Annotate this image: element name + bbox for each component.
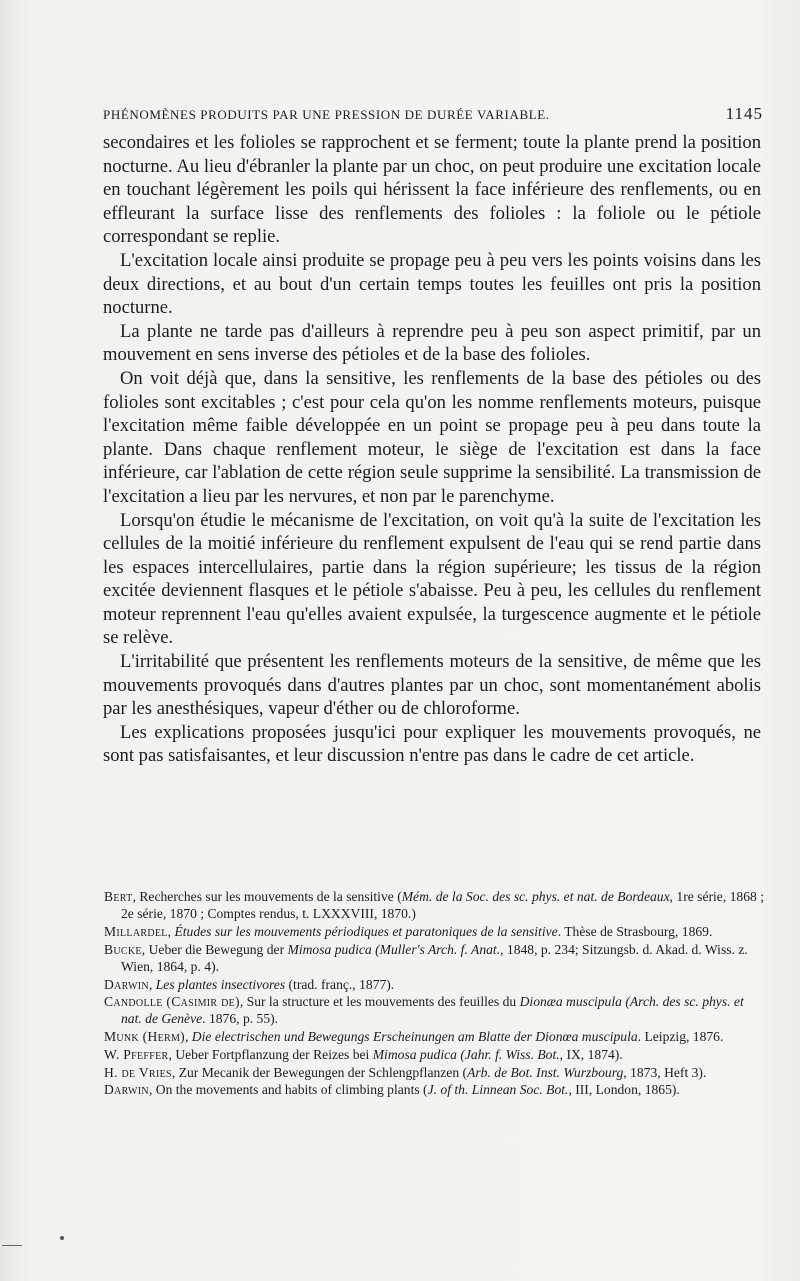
reference-item	[104, 923, 764, 940]
paragraph: Les explications proposées jusqu'ici pour expliquer les mouvements provoqués, ne sont pas satisfaisantes, et leur discussion n'entre pas dans le cadre de cet article.	[103, 721, 761, 767]
reference-item	[104, 993, 764, 1027]
running-title: PHÉNOMÈNES PRODUITS PAR UNE PRESSION DE DURÉE VARIABLE.	[103, 107, 550, 122]
ref-source: Les plantes insectivores	[155, 976, 286, 992]
reference-item	[104, 941, 764, 975]
ref-source: J. of th. Linnean Soc. Bot.	[427, 1082, 569, 1098]
ref-author: Millardel	[104, 923, 168, 939]
ref-text: , Ueber die Bewegung der	[141, 941, 288, 957]
ref-rest: , III, London, 1865).	[568, 1082, 680, 1098]
ref-source: Dionæa muscipula (Arch. des sc. phys. et nat. de Genève	[121, 994, 744, 1027]
ref-text: , Ueber Fortpflanzung der Reizes bei	[168, 1046, 373, 1062]
ref-author: W. Pfeffer	[104, 1046, 169, 1062]
running-header	[103, 104, 763, 124]
bibliography	[104, 888, 764, 1099]
ref-author: Candolle (Casimir de)	[104, 994, 240, 1010]
ref-rest: . Leipzig, 1876.	[637, 1029, 724, 1045]
ref-rest: (trad. franç., 1877).	[285, 976, 395, 992]
ref-text: ,	[185, 1029, 192, 1045]
scan-speck	[60, 1236, 64, 1240]
ref-rest: , 1re série, 1868 ; 2e série, 1870 ; Comptes rendus, t. LXXXVIII, 1870.)	[121, 889, 764, 922]
ref-source: Mém. de la Soc. des sc. phys. et nat. de Bordeaux	[401, 889, 670, 904]
reference-item	[104, 1046, 764, 1063]
ref-source: Die electrischen und Bewegungs Erscheinungen am Blatte der Dionœa muscipula	[191, 1029, 638, 1045]
reference-item	[104, 888, 764, 922]
ref-text: , On the movements and habits of climbing plants (	[148, 1082, 428, 1098]
ref-text: , Zur Mecanik der Bewegungen der Schlengpflanzen (	[171, 1064, 468, 1080]
ref-author: Bucke	[104, 941, 142, 957]
ref-source: Études sur les mouvements périodiques et paratoniques de la sensitive	[174, 923, 558, 939]
ref-author: Darwin	[104, 976, 149, 992]
paragraph: La plante ne tarde pas d'ailleurs à reprendre peu à peu son aspect primitif, par un mouvement en sens inverse des pétioles et de la base des folioles.	[103, 320, 761, 366]
ref-text: ,	[148, 976, 156, 992]
ref-author: Darwin	[104, 1082, 149, 1098]
paragraph: On voit déjà que, dans la sensitive, les renflements de la base des pétioles ou des folioles sont excitables ; c'est pour cela qu'on les nomme renflements moteurs, puisque l'excitation même faible développée en un point se propage peu à peu dans toute la plante. Dans chaque renflement moteur, le siège de l'excitation est dans la face inférieure, car l'ablation de cette région seule supprime la sensibilité. La transmission de l'excitation a lieu par les nervures, et non par le parenchyme.	[103, 367, 761, 507]
ref-source: Mimosa pudica (Jahr. f. Wiss. Bot.	[372, 1046, 560, 1062]
ref-rest: , IX, 1874).	[559, 1046, 623, 1062]
page-number: 1145	[725, 104, 763, 123]
ref-rest: . 1876, p. 55).	[202, 1011, 279, 1027]
paragraph: Lorsqu'on étudie le mécanisme de l'excitation, on voit qu'à la suite de l'excitation les cellules de la moitié inférieure du renflement expulsent de l'eau qui se rend partie dans les espaces intercellulaires, partie dans la région supérieure; les tissus de la région excitée deviennent flasques et le pétiole s'abaisse. Peu à peu, les cellules du renflement moteur reprennent l'eau qu'elles avaient expulsée, la turgescence augmente et le pétiole se relève.	[103, 509, 761, 649]
reference-item	[104, 976, 764, 993]
ref-rest: . Thèse de Strasbourg, 1869.	[557, 923, 713, 939]
ref-author: H. de Vries	[104, 1064, 172, 1080]
paragraph: L'irritabilité que présentent les renflements moteurs de la sensitive, de même que les mouvements provoqués dans d'autres plantes par un choc, sont momentanément abolis par les anesthésiques, vapeur d'éther ou de chloroforme.	[103, 651, 761, 720]
ref-text: ,	[167, 923, 175, 939]
paragraph: L'excitation locale ainsi produite se propage peu à peu vers les points voisins dans les deux directions, et au bout d'un certain temps toutes les feuilles ont pris la position nocturne.	[103, 249, 761, 319]
ref-author: Bert	[104, 889, 133, 904]
reference-item	[104, 1064, 764, 1081]
ref-rest: , 1873, Heft 3).	[623, 1064, 707, 1080]
reference-item	[104, 1028, 764, 1045]
paragraph: secondaires et les folioles se rapprochent et se ferment; toute la plante prend la position nocturne. Au lieu d'ébranler la plante par un choc, on peut produire une excitation locale en touchant légèrement les poils qui hérissent la face inférieure des renflements, ou en effleurant la surface lisse des renflements des folioles : la foliole ou le pétiole correspondant se replie.	[103, 132, 761, 248]
body-text	[103, 131, 761, 768]
reference-item	[104, 1081, 764, 1098]
scan-edge-mark	[2, 1245, 22, 1246]
ref-source: Arb. de Bot. Inst. Wurzbourg	[467, 1064, 624, 1080]
ref-author: Munk (Herm)	[104, 1029, 185, 1045]
ref-text: , Recherches sur les mouvements de la sensitive (	[132, 889, 402, 904]
ref-rest: , 1848, p. 234; Sitzungsb. d. Akad. d. Wiss. z. Wien, 1864, p. 4).	[121, 941, 748, 974]
ref-text: , Sur la structure et les mouvements des feuilles du	[239, 994, 520, 1010]
ref-source: Mimosa pudica (Muller's Arch. f. Anat.	[287, 941, 501, 957]
